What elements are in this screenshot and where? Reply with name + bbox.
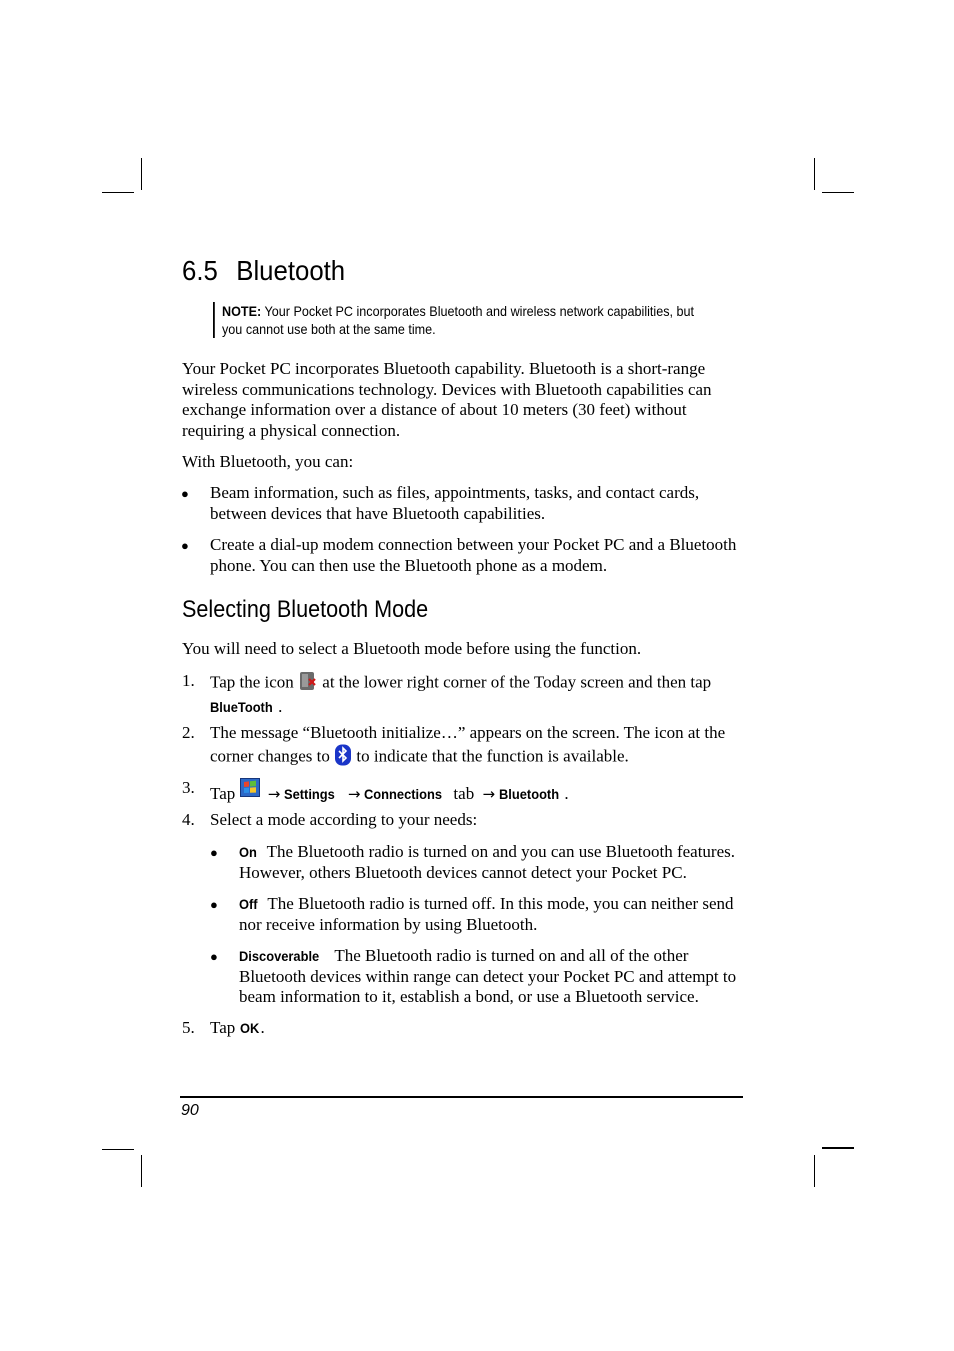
step-number: 5. <box>182 1018 195 1037</box>
crop-mark <box>822 192 854 193</box>
section-number: 6.5 <box>182 255 218 286</box>
crop-mark <box>822 1147 854 1149</box>
crop-mark <box>814 1155 815 1187</box>
step-2-post: to indicate that the function is available. <box>356 746 629 766</box>
crop-mark <box>141 158 142 190</box>
intro-paragraph: Your Pocket PC incorporates Bluetooth capability. Bluetooth is a short-range wireless communications technology. Devices with Bluetooth capabilities can exchange information over a distance of about 10 meters (30 feet) without requiring a physical connection. <box>182 359 712 440</box>
bullet-icon: ● <box>210 949 218 964</box>
mode-item <box>239 842 749 883</box>
crop-mark <box>102 1149 134 1150</box>
bluetooth-off-tray-icon <box>298 671 318 697</box>
mode-name-on: On <box>239 844 257 860</box>
step-3-pre: Tap <box>210 784 236 803</box>
select-intro: You will need to select a Bluetooth mode before using the function. <box>182 639 642 658</box>
capability-item: Create a dial-up modem connection between your Pocket PC and a Bluetooth phone. You can then use the Bluetooth phone as a modem. <box>210 535 737 575</box>
bluetooth-setting-item: Bluetooth <box>499 786 560 802</box>
mode-desc: The Bluetooth radio is turned off. In this mode, you can neither send nor receive information by using Bluetooth. <box>239 894 734 934</box>
arrow-icon: → <box>482 785 496 803</box>
note-text: Your Pocket PC incorporates Bluetooth and wireless network capabilities, but you cannot use both at the same time. <box>222 303 695 337</box>
settings-menu-item: Settings <box>284 786 336 802</box>
section-title <box>182 252 345 290</box>
step-3: Tap → Settings → Connections tab → Bluetooth . <box>210 778 750 805</box>
note-label: NOTE: <box>222 303 262 319</box>
step-number: 2. <box>182 723 195 742</box>
subsection-title: Selecting Bluetooth Mode <box>182 596 429 623</box>
bullet-icon: ● <box>181 486 189 501</box>
mode-desc: The Bluetooth radio is turned on and you can use Bluetooth features. However, others Bluetooth devices cannot detect your Pocket PC. <box>239 842 735 882</box>
step-2 <box>210 723 750 771</box>
with-bluetooth-text: With Bluetooth, you can: <box>182 452 354 471</box>
arrow-icon: → <box>267 785 281 803</box>
step-2-pre: The message “Bluetooth initialize…” appears on the screen. The icon at the corner changes to <box>210 723 726 766</box>
step-5-pre: Tap <box>210 1018 236 1037</box>
step-1: Tap the icon at the lower right corner of the Today screen and then tap BlueTooth . <box>210 672 712 716</box>
step-1-pre: Tap the icon <box>210 672 294 692</box>
step-4: Select a mode according to your needs: <box>210 810 478 829</box>
bullet-icon: ● <box>210 845 218 860</box>
footer-rule <box>180 1096 743 1098</box>
arrow-icon: → <box>347 785 361 803</box>
note-box <box>213 302 708 338</box>
step-1-post: at the lower right corner of the Today screen and then tap <box>322 672 712 692</box>
bullet-icon: ● <box>181 538 189 553</box>
crop-mark <box>141 1155 142 1187</box>
mode-item <box>239 894 749 935</box>
bluetooth-menu-item: BlueTooth <box>210 698 273 715</box>
page-number: 90 <box>181 1102 199 1119</box>
crop-mark <box>102 192 134 193</box>
section-title-text: Bluetooth <box>236 255 346 286</box>
capability-item: Beam information, such as files, appointments, tasks, and contact cards, between devices that have Bluetooth capabilities. <box>210 483 700 523</box>
step-number: 3. <box>182 778 195 797</box>
mode-name-off: Off <box>239 896 258 912</box>
connections-tab: Connections <box>364 786 443 802</box>
crop-mark <box>814 158 815 190</box>
step-5: Tap OK. <box>210 1018 265 1037</box>
bluetooth-icon <box>334 744 352 772</box>
start-menu-icon <box>240 778 260 803</box>
step-number: 1. <box>182 671 195 690</box>
mode-item <box>239 946 749 1008</box>
ok-button-label: OK <box>239 1020 259 1036</box>
tab-word: tab <box>453 784 475 803</box>
step-number: 4. <box>182 810 195 829</box>
mode-name-discoverable: Discoverable <box>239 948 320 964</box>
bullet-icon: ● <box>210 897 218 912</box>
mode-desc: The Bluetooth radio is turned on and all of the other Bluetooth devices within range can detect your Pocket PC and attempt to beam information to it, establish a bond, or use a Bluetooth service. <box>239 946 737 1006</box>
